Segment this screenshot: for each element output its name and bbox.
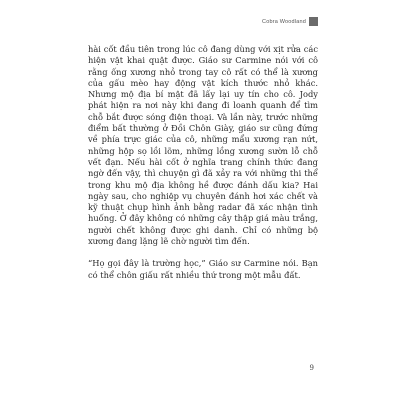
paragraph-1: hài cốt đầu tiên trong lúc cô đang dùng với xịt rửa các hiện vật khai quật được. Giáo sư Carmine nói với cô rằng ống xương nhỏ trong tay cô rất có thể là xương của gấu mèo hay động vật kích thước nhỏ khác. Nhưng mộ địa bí mật đã lấy lại uy tín cho cô. Jody phát hiện ra nơi này khi đang đi loanh quanh để tìm chỗ bắt được sóng điện thoại. Và lần này, trước những điểm bất thường ở Đồi Chôn Giày, giáo sư cũng đứng về phía trực giác của cô, những mẩu xương rạn nứt, những hộp sọ lồi lõm, những lồng xương sườn lỗ chỗ vết đạn. Nếu hài cốt ở nghĩa trang chính thức đang ngờ đến vậy, thì chuyện gì đã xảy ra với những thi thể trong khu mộ địa không hề được đánh dấu kia? Hai ngày sau, cho nghiệp vụ chuyên đánh hơi xác chết và kỹ thuật chụp hình ảnh bằng radar đã xác nhận tình huống. Ở đây không có những cây thập giá màu trắng, người chết không được ghi danh. Chỉ có những bộ xương đang lặng lẽ chờ người tìm đến. [88, 44, 318, 247]
paragraph-2: “Họ gọi đây là trường học,” Giáo sư Carmine nói. Bạn có thể chôn giấu rất nhiều thứ trong một mẫu đất. [88, 258, 318, 280]
book-page [88, 0, 318, 400]
page-number: 9 [309, 364, 314, 372]
running-header-box [309, 17, 318, 26]
running-header-title: Cobra Woodland [262, 18, 306, 25]
body-text [88, 44, 318, 281]
running-header [262, 17, 318, 26]
